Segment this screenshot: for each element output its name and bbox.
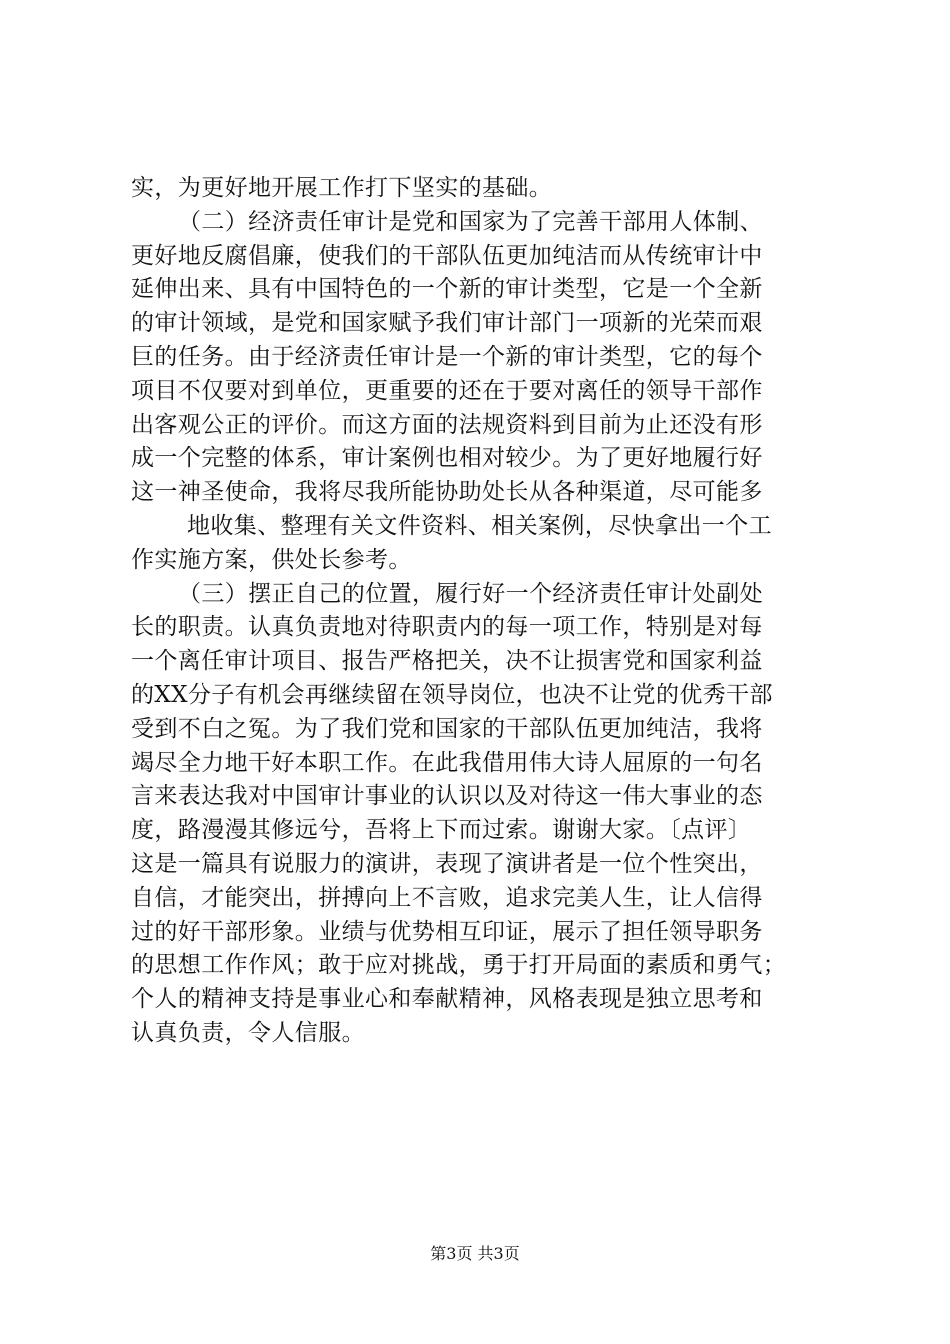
text-line: 这一神圣使命，我将尽我所能协助处长从各种渠道，尽可能多 — [131, 479, 763, 506]
text-line: 的XX分子有机会再继续留在领导岗位，也决不让党的优秀干部 — [131, 681, 773, 708]
text-line: 过的好干部形象。业绩与优势相互印证，展示了担任领导职务 — [131, 918, 763, 945]
text-line: 的思想工作作风；敢于应对挑战，勇于打开局面的素质和勇气； — [131, 952, 787, 979]
text-line: 这是一篇具有说服力的演讲，表现了演讲者是一位个性突出， — [131, 850, 763, 877]
page-number: 第3页 共3页 — [430, 1244, 520, 1263]
text-line: 延伸出来、具有中国特色的一个新的审计类型，它是一个全新 — [131, 276, 763, 303]
text-line: 自信，才能突出，拼搏向上不言败，追求完美人生，让人信得 — [131, 884, 763, 911]
text-line: 的审计领域，是党和国家赋予我们审计部门一项新的光荣而艰 — [131, 310, 763, 337]
text-line: 作实施方案，供处长参考。 — [131, 546, 412, 573]
text-line: （三）摆正自己的位置，履行好一个经济责任审计处副处 — [178, 580, 763, 607]
text-line: 受到不白之冤。为了我们党和国家的干部队伍更加纯洁，我将 — [131, 715, 763, 742]
text-line: 认真负责，令人信服。 — [131, 1019, 365, 1046]
text-line: 言来表达我对中国审计事业的认识以及对待这一伟大事业的态 — [131, 783, 763, 810]
text-line: 一个离任审计项目、报告严格把关，决不让损害党和国家利益 — [131, 648, 763, 675]
text-line: 竭尽全力地干好本职工作。在此我借用伟大诗人屈原的一句名 — [131, 749, 763, 776]
text-line: 地收集、整理有关文件资料、相关案例，尽快拿出一个工 — [187, 512, 772, 539]
text-line: 出客观公正的评价。而这方面的法规资料到目前为止还没有形 — [131, 411, 763, 438]
text-line: 个人的精神支持是事业心和奉献精神，风格表现是独立思考和 — [131, 986, 763, 1013]
text-line: 项目不仅要对到单位，更重要的还在于要对离任的领导干部作 — [131, 377, 763, 404]
body-text — [131, 172, 831, 1051]
text-line: 巨的任务。由于经济责任审计是一个新的审计类型，它的每个 — [131, 343, 763, 370]
text-line: 成一个完整的体系，审计案例也相对较少。为了更好地履行好 — [131, 445, 763, 472]
text-line: （二）经济责任审计是党和国家为了完善干部用人体制、 — [178, 208, 763, 235]
page-footer — [0, 1244, 950, 1264]
text-line: 度，路漫漫其修远兮，吾将上下而过索。谢谢大家。〔点评〕 — [131, 817, 752, 844]
text-line: 实，为更好地开展工作打下坚实的基础。 — [131, 175, 553, 201]
text-line: 更好地反腐倡廉，使我们的干部队伍更加纯洁而从传统审计中 — [131, 242, 763, 269]
text-line: 长的职责。认真负责地对待职责内的每一项工作，特别是对每 — [131, 614, 763, 641]
